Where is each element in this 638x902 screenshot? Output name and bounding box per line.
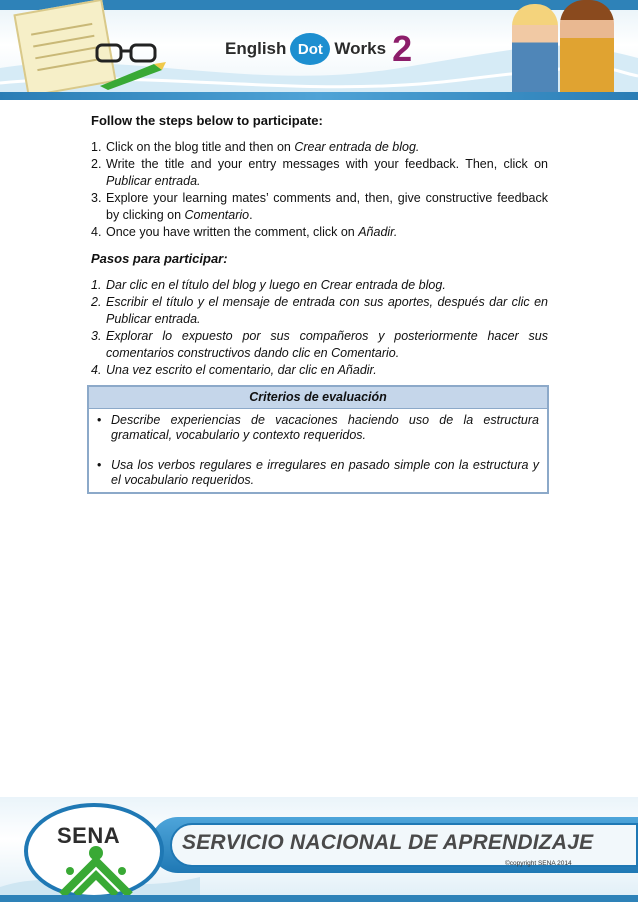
english-step-3 xyxy=(91,190,548,224)
step-number: 3. xyxy=(91,191,102,205)
spanish-step-1 xyxy=(91,277,548,294)
criteria-body xyxy=(89,409,547,492)
footer-bottom-stripe xyxy=(0,895,638,902)
bullet-icon: • xyxy=(97,458,102,472)
brand-word-english: English xyxy=(225,39,287,58)
header-bottom-stripe xyxy=(0,92,638,100)
step-text-italic: Publicar entrada. xyxy=(106,174,201,188)
criteria-item xyxy=(95,413,539,443)
english-step-1 xyxy=(91,139,548,156)
student-illustration-right xyxy=(560,0,614,100)
bullet-icon: • xyxy=(97,413,102,427)
footer-copyright: ©copyright SENA 2014 xyxy=(505,860,572,867)
spanish-heading: Pasos para participar: xyxy=(91,251,228,266)
spanish-steps-list xyxy=(91,277,548,379)
criteria-item xyxy=(95,458,539,488)
evaluation-criteria-table xyxy=(87,385,549,494)
brand-word-works: Works xyxy=(334,39,387,58)
step-number: 3. xyxy=(91,329,102,343)
spanish-step-4 xyxy=(91,362,548,379)
brand-number: 2 xyxy=(392,28,413,69)
step-text-italic: Comentario xyxy=(184,208,250,222)
step-text: Click on the blog title and then on xyxy=(106,140,295,154)
criteria-item-text: Usa los verbos regulares e irregulares en pasado simple con la estructura y el vocabulario requeridos. xyxy=(111,458,539,487)
step-text: Once you have written the comment, click on xyxy=(106,225,359,239)
step-text: Una vez escrito el comentario, dar clic en Añadir. xyxy=(106,363,377,377)
footer-slogan: SERVICIO NACIONAL DE APRENDIZAJE xyxy=(182,831,594,854)
step-text: Explorar lo expuesto por sus compañeros y posteriormente hacer sus comentarios constructivos dando clic en Comentario. xyxy=(106,329,548,360)
step-text: Dar clic en el título del blog y luego en Crear entrada de blog. xyxy=(106,278,446,292)
instructions-content xyxy=(91,112,548,494)
step-text-italic: Crear entrada de blog. xyxy=(294,140,420,154)
step-number: 4. xyxy=(91,225,102,239)
step-text: . xyxy=(249,208,253,222)
step-text: Write the title and your entry messages with your feedback. Then, click on xyxy=(106,157,548,171)
criteria-title: Criterios de evaluación xyxy=(89,387,547,409)
english-heading: Follow the steps below to participate: xyxy=(91,113,323,128)
sena-logo-text: SENA xyxy=(57,823,121,848)
spanish-step-2 xyxy=(91,294,548,328)
step-number: 1. xyxy=(91,278,102,292)
step-text: Explore your learning mates’ comments and, then, give constructive feedback by clicking on xyxy=(106,191,548,222)
student-illustration-left xyxy=(512,4,558,100)
spanish-step-3 xyxy=(91,328,548,362)
step-number: 2. xyxy=(91,157,102,171)
step-number: 1. xyxy=(91,140,102,154)
step-number: 2. xyxy=(91,295,102,309)
brand-dot-bubble: Dot xyxy=(290,33,330,65)
brand-logo xyxy=(225,24,412,74)
sena-logo-icon xyxy=(56,801,136,901)
english-step-4 xyxy=(91,224,548,241)
step-number: 4. xyxy=(91,363,102,377)
pencil-icon xyxy=(96,60,166,90)
english-steps-list xyxy=(91,139,548,241)
step-text: Escribir el título y el mensaje de entrada con sus aportes, después dar clic en Publicar entrada. xyxy=(106,295,548,326)
english-step-2 xyxy=(91,156,548,190)
header-banner xyxy=(0,0,638,100)
step-text-italic: Añadir. xyxy=(358,225,398,239)
criteria-item-text: Describe experiencias de vacaciones haciendo uso de la estructura gramatical, vocabulario y contexto requeridos. xyxy=(111,413,539,442)
footer-banner xyxy=(0,797,638,902)
